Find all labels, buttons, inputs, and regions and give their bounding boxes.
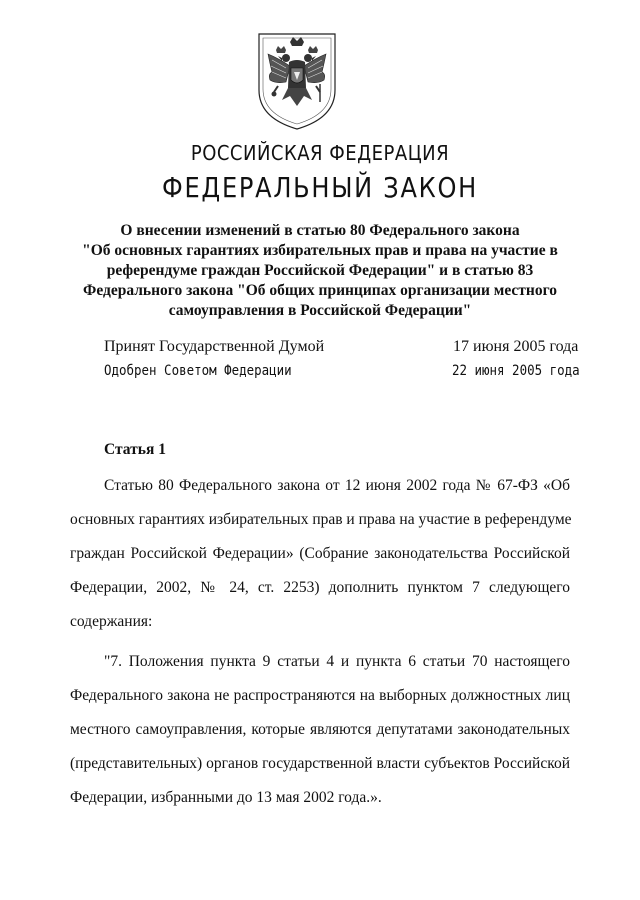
paragraph-line: Федерации, избранными до 13 мая 2002 года.». [70,789,382,806]
russian-coat-of-arms-icon [256,28,338,132]
approved-by-federation-council-label: Одобрен Советом Федерации [104,363,292,379]
law-title-line: "Об основных гарантиях избирательных прав и права на участие в [82,242,558,259]
paragraph-line: Федерального закона не распространяются на выборных должностных лиц [70,687,570,704]
country-heading: РОССИЙСКАЯ ФЕДЕРАЦИЯ [190,141,450,165]
law-title-line: самоуправления в Российской Федерации" [168,302,472,319]
paragraph-line: Федерации, 2002, № 24, ст. 2253) дополнить пунктом 7 следующего [70,579,570,596]
law-title-line: Федерального закона "Об общих принципах организации местного [83,282,557,299]
law-title-line: О внесении изменений в статью 80 Федерального закона [120,222,520,239]
law-title-line: референдуме граждан Российской Федерации" и в статью 83 [106,262,534,279]
paragraph-line: (представительных) органов государственной власти субъектов Российской [70,755,570,772]
paragraph-line: содержания: [70,613,153,630]
article-heading: Статья 1 [104,441,166,458]
adopted-by-duma-label: Принят Государственной Думой [104,338,325,355]
paragraph-line: "7. Положения пункта 9 статьи 4 и пункта 6 статьи 70 настоящего [104,653,570,670]
paragraph-line: местного самоуправления, которые являются депутатами законодательных [70,721,570,738]
law-title [80,221,560,321]
approved-date: 22 июня 2005 года [452,363,580,379]
adopted-date: 17 июня 2005 года [453,338,579,355]
paragraph-line: Статью 80 Федерального закона от 12 июня 2002 года № 67-ФЗ «Об [104,477,570,494]
article-paragraph-1 [70,469,570,639]
paragraph-line: граждан Российской Федерации» (Собрание законодательства Российской [70,545,570,562]
paragraph-line: основных гарантиях избирательных прав и права на участие в референдуме [70,511,572,528]
document-type-heading: ФЕДЕРАЛЬНЫЙ ЗАКОН [162,171,478,204]
article-paragraph-2 [70,645,570,815]
